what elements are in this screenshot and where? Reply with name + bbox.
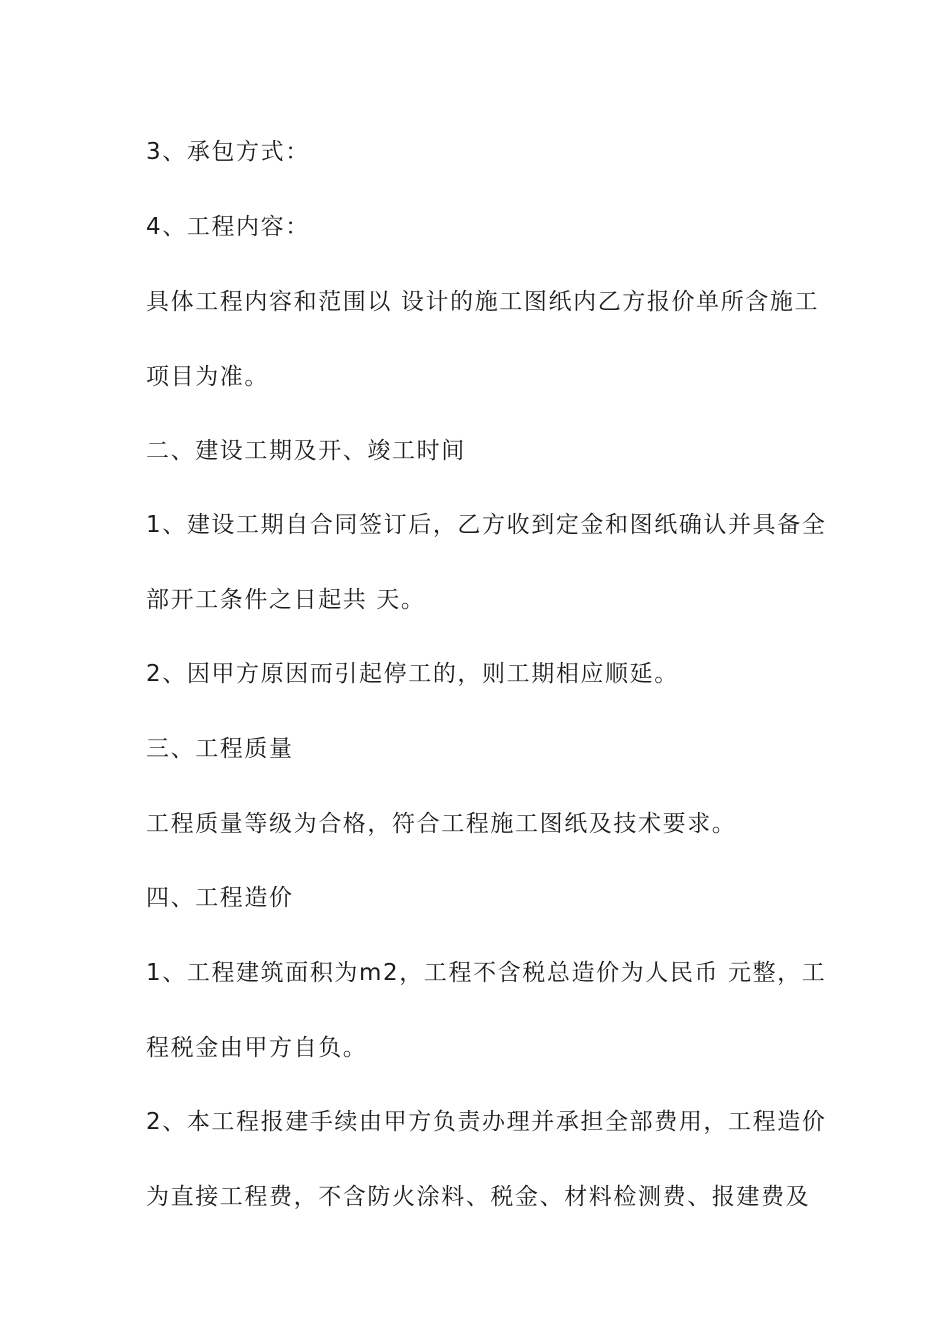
clause-schedule-2: 2、因甲方原因而引起停工的，则工期相应顺延。 (146, 661, 679, 687)
clause-cost-1-line-1: 1、工程建筑面积为m2，工程不含税总造价为人民币 元整，工 (146, 960, 826, 986)
clause-schedule-1-line-2: 部开工条件之日起共 天。 (146, 587, 426, 613)
clause-project-content: 4、工程内容： (146, 214, 310, 240)
clause-schedule-1-line-1: 1、建设工期自合同签订后，乙方收到定金和图纸确认并具备全 (146, 512, 826, 538)
clause-cost-2-line-1: 2、本工程报建手续由甲方负责办理并承担全部费用，工程造价 (146, 1109, 826, 1135)
clause-cost-2-line-2: 为直接工程费，不含防火涂料、税金、材料检测费、报建费及 (146, 1184, 811, 1210)
clause-cost-1-line-2: 程税金由甲方自负。 (146, 1035, 368, 1061)
paragraph-quality: 工程质量等级为合格，符合工程施工图纸及技术要求。 (146, 811, 737, 837)
paragraph-scope-line-2: 项目为准。 (146, 364, 269, 390)
clause-contract-method: 3、承包方式： (146, 139, 310, 165)
paragraph-scope-line-1: 具体工程内容和范围以 设计的施工图纸内乙方报价单所含施工 (146, 289, 820, 315)
section-heading-schedule: 二、建设工期及开、竣工时间 (146, 438, 466, 464)
section-heading-quality: 三、工程质量 (146, 736, 294, 762)
section-heading-cost: 四、工程造价 (146, 885, 294, 911)
